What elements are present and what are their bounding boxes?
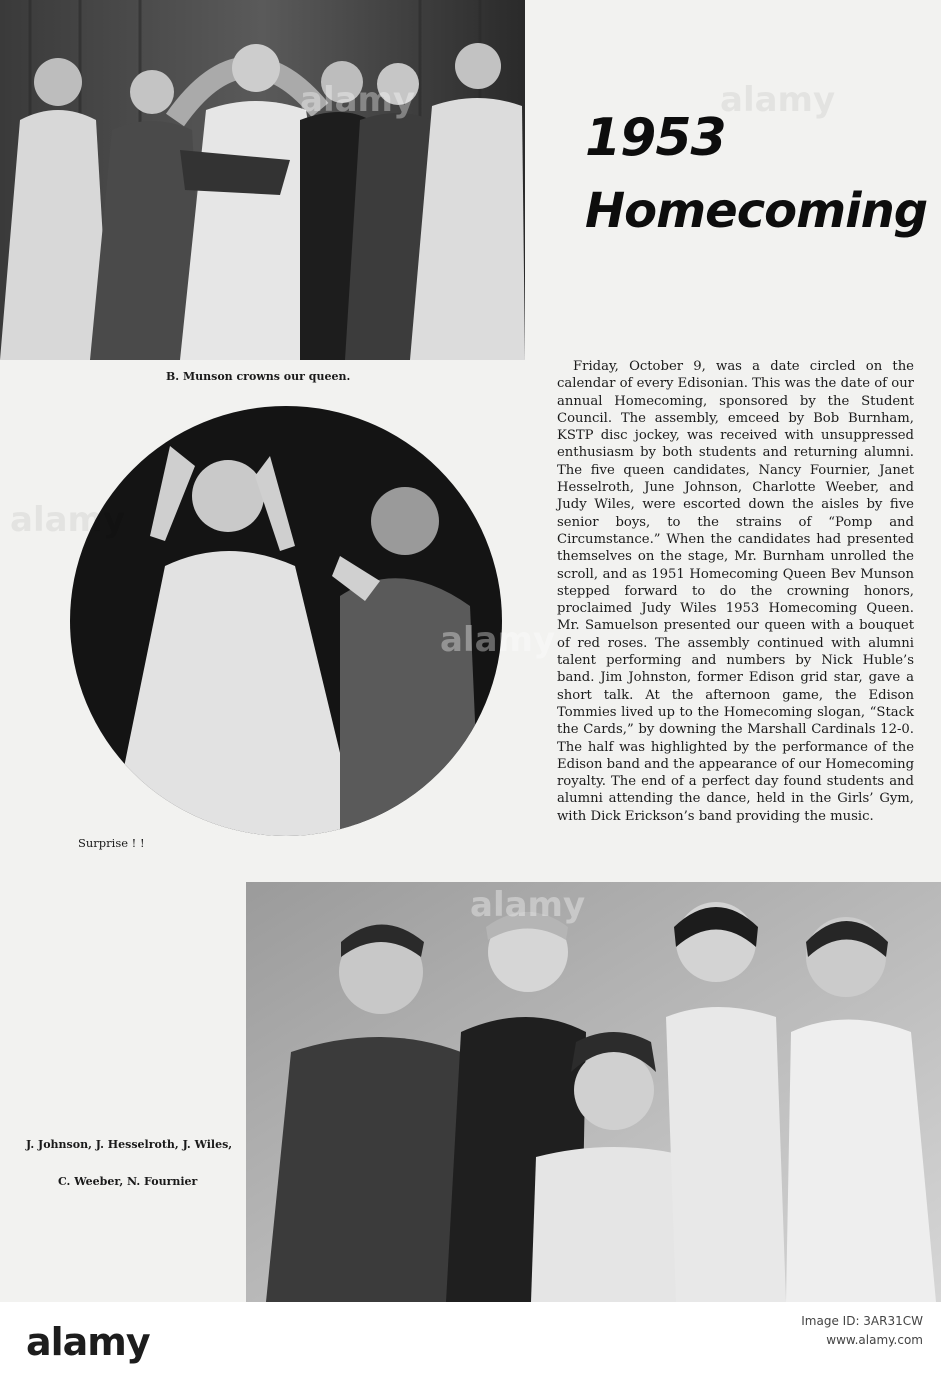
image-id-block	[801, 1312, 923, 1350]
watermark: alamy	[300, 80, 416, 120]
alamy-logo: alamy	[26, 1320, 150, 1364]
title-year: 1953	[585, 108, 726, 168]
surprise-photo	[70, 406, 502, 836]
watermark: alamy	[440, 620, 556, 660]
watermark: alamy	[10, 500, 126, 540]
site-url: www.alamy.com	[826, 1333, 923, 1347]
candidates-caption-line1: J. Johnson, J. Hesselroth, J. Wiles,	[26, 1138, 233, 1151]
title-word: Homecoming	[585, 183, 928, 239]
crowning-caption: B. Munson crowns our queen.	[166, 370, 351, 383]
watermark: alamy	[470, 885, 586, 925]
candidates-photo	[246, 882, 941, 1302]
crowning-photo	[0, 0, 525, 360]
watermark: alamy	[720, 80, 836, 120]
article-body: Friday, October 9, was a date circled on the calendar of every Edisonian. This was the date of our annual Homecoming, sponsored by the Student Council. The assembly, emceed by Bob Burnham, KSTP disc jockey, was received with unsuppressed enthusiasm by both students and returning alumni. The five queen candidates, Nancy Fournier, Janet Hesselroth, June Johnson, Charlotte Weeber, and Judy Wiles, were escorted down the aisles by five senior boys, to the strains of “Pomp and Circumstance.” When the candidates had presented themselves on the stage, Mr. Burnham unrolled the scroll, and as 1951 Homecoming Queen Bev Munson stepped forward to do the crowning honors, proclaimed Judy Wiles 1953 Homecoming Queen. Mr. Samuelson presented our queen with a bouquet of red roses. The assembly continued with alumni talent performing and numbers by Nick Huble’s band. Jim Johnston, former Edison grid star, gave a short talk. At the afternoon game, the Edison Tommies lived up to the Homecoming slogan, “Stack the Cards,” by downing the Marshall Cardinals 12-0. The half was highlighted by the performance of the Edison band and the appearance of our Homecoming royalty. The end of a perfect day found students and alumni attending the dance, held in the Girls’ Gym, with Dick Erickson’s band providing the music.	[557, 359, 915, 824]
stock-footer	[0, 1302, 941, 1390]
image-id: Image ID: 3AR31CW	[801, 1314, 923, 1328]
surprise-caption: Surprise ! !	[78, 836, 145, 850]
candidates-caption-line2: C. Weeber, N. Fournier	[58, 1175, 198, 1188]
